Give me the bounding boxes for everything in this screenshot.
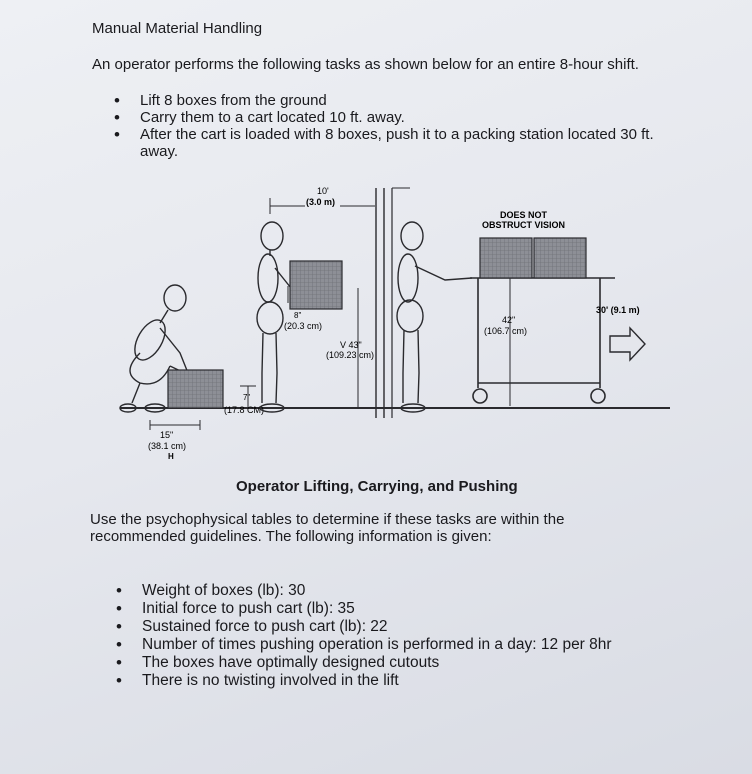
dim-8in: 8" <box>294 311 302 320</box>
given-item: • Number of times pushing operation is performed in a day: 12 per 8hr <box>94 636 694 654</box>
dim-15in: 15" <box>160 430 174 440</box>
carrying-figure-icon <box>257 222 310 412</box>
dim-109cm: (109.23 cm) <box>326 350 375 360</box>
lifted-box <box>168 370 223 408</box>
cart-box <box>534 238 586 278</box>
document-title: Manual Material Handling <box>92 20 263 37</box>
given-item: • Weight of boxes (lb): 30 <box>94 582 694 600</box>
handling-illustration <box>100 178 680 468</box>
dim-42in: 42" <box>502 315 516 325</box>
does-not-obstruct-line1: DOES NOT <box>500 210 548 220</box>
pushing-figure-icon <box>397 222 472 412</box>
given-item: • The boxes have optimally designed cutouts <box>94 654 694 672</box>
given-info-list <box>94 582 694 690</box>
dim-h: H <box>168 452 174 461</box>
dim-3m: (3.0 m) <box>306 197 336 207</box>
dim-v43: V 43" <box>340 340 362 350</box>
figure-caption: Operator Lifting, Carrying, and Pushing <box>236 478 518 495</box>
cart-icon <box>470 278 615 406</box>
dim-38cm: (38.1 cm) <box>148 441 187 451</box>
intro-text: An operator performs the following tasks as shown below for an entire 8-hour shift. <box>92 56 639 73</box>
task-item: • Carry them to a cart located 10 ft. away. <box>92 109 682 126</box>
dim-20cm: (20.3 cm) <box>284 321 323 331</box>
dim-106cm: (106.7 cm) <box>484 326 528 336</box>
given-item: • Initial force to push cart (lb): 35 <box>94 600 694 618</box>
illustration-svg <box>100 178 680 468</box>
given-item: • There is no twisting involved in the lift <box>94 672 694 690</box>
push-direction-arrow-icon <box>610 328 645 360</box>
task-item: • After the cart is loaded with 8 boxes, push it to a packing station located 30 ft. away. <box>92 126 682 160</box>
dim-10ft: 10' <box>317 186 329 196</box>
h-dimension <box>150 420 200 430</box>
given-item: • Sustained force to push cart (lb): 22 <box>94 618 694 636</box>
instruction-text: Use the psychophysical tables to determine if these tasks are within the recommended guidelines. The following information is given: <box>90 511 565 545</box>
does-not-obstruct-line2: OBSTRUCT VISION <box>482 220 566 230</box>
carried-box <box>290 261 342 309</box>
task-item: • Lift 8 boxes from the ground <box>92 92 682 109</box>
cart-box <box>480 238 532 278</box>
task-list <box>92 92 682 160</box>
dim-7in: 7" <box>243 393 251 402</box>
dim-17cm: (17.8 CM) <box>224 405 265 415</box>
dim-30ft: 30' (9.1 m) <box>596 305 640 315</box>
